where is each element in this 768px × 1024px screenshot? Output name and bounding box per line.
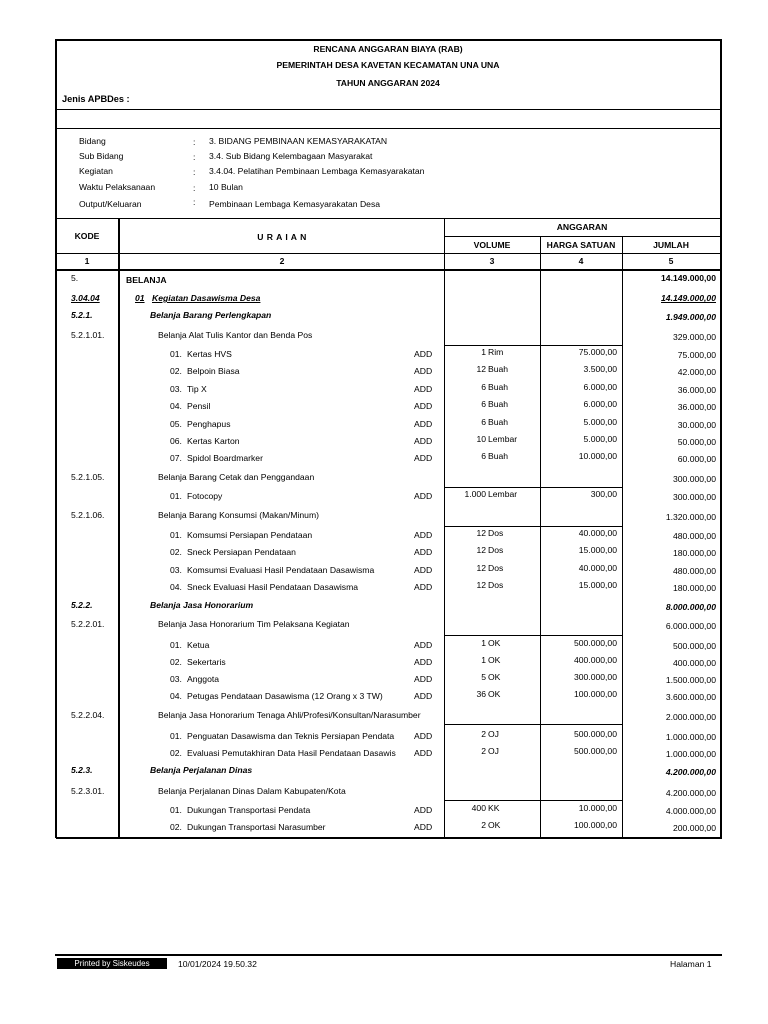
- row-unit: Buah: [488, 399, 509, 409]
- row-uraian: Dukungan Transportasi Narasumber: [187, 822, 326, 832]
- row-item-num: 02.: [170, 822, 182, 832]
- row-kode: 5.2.1.06.: [71, 510, 105, 520]
- row-unit: OJ: [488, 729, 499, 739]
- row-harga: 6.000,00: [583, 382, 617, 392]
- row-uraian: Penghapus: [187, 419, 231, 429]
- row-unit: Lembar: [488, 434, 518, 444]
- row-harga: 5.000,00: [583, 434, 617, 444]
- row-item-num: 01.: [170, 349, 182, 359]
- info-sep: :: [193, 167, 196, 177]
- info-label-output: Output/Keluaran: [79, 199, 142, 209]
- row-source: ADD: [414, 384, 433, 394]
- page-number: Halaman 1: [670, 959, 712, 969]
- row-uraian: Penguatan Dasawisma dan Teknis Persiapan Pendata: [187, 731, 395, 741]
- row-uraian: Belanja Alat Tulis Kantor dan Benda Pos: [158, 330, 313, 340]
- row-item-num: 01.: [170, 530, 182, 540]
- row-source: ADD: [414, 657, 433, 667]
- info-value-waktu: 10 Bulan: [209, 182, 243, 192]
- row-source: ADD: [414, 582, 433, 592]
- row-unit: Buah: [488, 417, 509, 427]
- row-source: ADD: [414, 349, 433, 359]
- row-uraian: Sneck Evaluasi Hasil Pendataan Dasawisma: [187, 582, 359, 592]
- row-unit: Dos: [488, 580, 504, 590]
- row-uraian: Petugas Pendataan Dasawisma (12 Orang x 3 TW): [187, 691, 383, 701]
- row-uraian: Komsumsi Evaluasi Hasil Pendataan Dasawisma: [187, 565, 375, 575]
- row-unit: Buah: [488, 382, 509, 392]
- info-sep: :: [193, 152, 196, 162]
- row-unit: Buah: [488, 451, 509, 461]
- col-header-harga: HARGA SATUAN: [546, 240, 616, 250]
- row-uraian: Belanja Barang Perlengkapan: [150, 310, 272, 320]
- row-source: ADD: [414, 674, 433, 684]
- row-qty: 12: [476, 528, 486, 538]
- row-item-num: 07.: [170, 453, 182, 463]
- row-item-num: 05.: [170, 419, 182, 429]
- row-qty: 2: [481, 820, 486, 830]
- row-jumlah: 480.000,00: [672, 566, 716, 576]
- row-item-num: 01.: [170, 805, 182, 815]
- row-harga: 40.000,00: [578, 563, 617, 573]
- row-harga: 500.000,00: [573, 638, 617, 648]
- row-jumlah: 180.000,00: [672, 583, 716, 593]
- col-num-4: 4: [578, 256, 584, 266]
- row-item-num: 06.: [170, 436, 182, 446]
- row-item-num: 04.: [170, 582, 182, 592]
- row-unit: Rim: [488, 347, 504, 357]
- row-unit: Buah: [488, 364, 509, 374]
- row-unit: OK: [488, 672, 501, 682]
- row-harga: 300,00: [590, 489, 617, 499]
- row-item-num: 04.: [170, 691, 182, 701]
- col-num-2: 2: [279, 256, 285, 266]
- row-source: ADD: [414, 805, 433, 815]
- row-jumlah: 300.000,00: [672, 474, 716, 484]
- row-jumlah: 14.149.000,00: [661, 293, 716, 303]
- info-value-sub-bidang: 3.4. Sub Bidang Kelembagaan Masyarakat: [209, 151, 373, 161]
- row-unit: Dos: [488, 545, 504, 555]
- row-unit: Lembar: [488, 489, 518, 499]
- info-label-waktu: Waktu Pelaksanaan: [79, 182, 156, 192]
- row-jumlah: 180.000,00: [672, 548, 716, 558]
- info-label-sub-bidang: Sub Bidang: [79, 151, 124, 161]
- row-uraian: Belanja Barang Konsumsi (Makan/Minum): [158, 510, 319, 520]
- row-jumlah: 300.000,00: [672, 492, 716, 502]
- row-uraian: Belanja Jasa Honorarium Tenaga Ahli/Profesi/Konsultan/Narasumber: [158, 710, 421, 720]
- row-item-num: 01.: [170, 731, 182, 741]
- row-source: ADD: [414, 453, 433, 463]
- row-source: ADD: [414, 565, 433, 575]
- row-qty: 6: [481, 451, 486, 461]
- row-item-num: 01.: [170, 640, 182, 650]
- row-harga: 500.000,00: [573, 729, 617, 739]
- row-harga: 400.000,00: [573, 655, 617, 665]
- row-unit: OK: [488, 689, 501, 699]
- row-source: ADD: [414, 822, 433, 832]
- title-tahun: TAHUN ANGGARAN 2024: [336, 78, 440, 88]
- row-qty: 6: [481, 417, 486, 427]
- col-num-3: 3: [489, 256, 495, 266]
- row-uraian: BELANJA: [126, 275, 167, 285]
- row-qty: 2: [481, 729, 486, 739]
- row-uraian: Fotocopy: [187, 491, 223, 501]
- row-source: ADD: [414, 530, 433, 540]
- row-uraian: Kertas Karton: [187, 436, 240, 446]
- row-uraian: Sekertaris: [187, 657, 226, 667]
- printed-by-text: Printed by Siskeudes: [74, 959, 150, 968]
- row-kode: 5.2.3.01.: [71, 786, 105, 796]
- row-kode: 5.2.3.: [71, 765, 93, 775]
- row-jumlah: 200.000,00: [672, 823, 716, 833]
- row-uraian: Kertas HVS: [187, 349, 232, 359]
- row-harga: 10.000,00: [578, 451, 617, 461]
- title-rab: RENCANA ANGGARAN BIAYA (RAB): [313, 44, 463, 54]
- row-uraian: Belanja Jasa Honorarium Tim Pelaksana Kegiatan: [158, 619, 350, 629]
- row-kode: 5.2.2.01.: [71, 619, 105, 629]
- row-jumlah: 3.600.000,00: [665, 692, 716, 702]
- row-jumlah: 1.000.000,00: [665, 732, 716, 742]
- col-header-jumlah: JUMLAH: [653, 240, 689, 250]
- row-kode: 5.: [71, 273, 79, 283]
- row-jumlah: 36.000,00: [677, 402, 716, 412]
- row-item-num: 03.: [170, 384, 182, 394]
- row-qty: 5: [481, 672, 486, 682]
- row-source: ADD: [414, 419, 433, 429]
- row-qty: 1: [481, 638, 486, 648]
- row-harga: 75.000,00: [578, 347, 617, 357]
- row-qty: 12: [476, 563, 486, 573]
- row-uraian: Sneck Persiapan Pendataan: [187, 547, 296, 557]
- row-qty: 12: [476, 580, 486, 590]
- row-jumlah: 4.200.000,00: [665, 767, 716, 777]
- row-jumlah: 75.000,00: [677, 350, 716, 360]
- row-source: ADD: [414, 366, 433, 376]
- row-source: ADD: [414, 547, 433, 557]
- row-jumlah: 42.000,00: [677, 367, 716, 377]
- row-item-num: 03.: [170, 674, 182, 684]
- row-harga: 300.000,00: [573, 672, 617, 682]
- info-label-kegiatan: Kegiatan: [79, 166, 113, 176]
- row-qty: 10: [476, 434, 486, 444]
- col-header-volume: VOLUME: [473, 240, 511, 250]
- info-value-output: Pembinaan Lembaga Kemasyarakatan Desa: [209, 199, 381, 209]
- row-uraian: Belanja Perjalanan Dinas Dalam Kabupaten/Kota: [158, 786, 346, 796]
- row-uraian: Belanja Barang Cetak dan Penggandaan: [158, 472, 315, 482]
- row-item-num: 02.: [170, 748, 182, 758]
- row-unit: OK: [488, 655, 501, 665]
- row-source: ADD: [414, 748, 433, 758]
- row-jumlah: 60.000,00: [677, 454, 716, 464]
- row-harga: 100.000,00: [573, 820, 617, 830]
- row-qty: 1.000: [464, 489, 486, 499]
- col-num-5: 5: [668, 256, 674, 266]
- row-item-num: 03.: [170, 565, 182, 575]
- row-uraian: Pensil: [187, 401, 211, 411]
- row-kode: 5.2.2.: [71, 600, 93, 610]
- row-harga: 15.000,00: [578, 580, 617, 590]
- row-jumlah: 1.500.000,00: [665, 675, 716, 685]
- row-kode: 3.04.04: [71, 293, 100, 303]
- row-harga: 6.000,00: [583, 399, 617, 409]
- row-harga: 10.000,00: [578, 803, 617, 813]
- row-unit: Dos: [488, 563, 504, 573]
- row-unit: Dos: [488, 528, 504, 538]
- row-qty: 400: [471, 803, 486, 813]
- row-kode: 5.2.2.04.: [71, 710, 105, 720]
- row-jumlah: 36.000,00: [677, 385, 716, 395]
- row-harga: 5.000,00: [583, 417, 617, 427]
- row-qty: 12: [476, 545, 486, 555]
- col-header-uraian: U R A I A N: [257, 232, 307, 242]
- row-kode: 5.2.1.01.: [71, 330, 105, 340]
- row-qty: 1: [481, 347, 486, 357]
- row-qty: 12: [476, 364, 486, 374]
- row-source: ADD: [414, 491, 433, 501]
- row-qty: 2: [481, 746, 486, 756]
- row-jumlah: 4.200.000,00: [665, 788, 716, 798]
- row-uraian: Evaluasi Pemutakhiran Data Hasil Pendataan Dasawis: [187, 748, 396, 758]
- row-harga: 500.000,00: [573, 746, 617, 756]
- row-unit: KK: [488, 803, 500, 813]
- row-qty: 36: [476, 689, 486, 699]
- row-jumlah: 8.000.000,00: [665, 602, 716, 612]
- row-uraian: Dukungan Transportasi Pendata: [187, 805, 311, 815]
- row-unit: OK: [488, 820, 501, 830]
- row-uraian: Belanja Jasa Honorarium: [150, 600, 254, 610]
- row-qty: 1: [481, 655, 486, 665]
- row-jumlah: 4.000.000,00: [665, 806, 716, 816]
- row-item-num: 02.: [170, 366, 182, 376]
- row-jumlah: 480.000,00: [672, 531, 716, 541]
- row-source: ADD: [414, 401, 433, 411]
- row-item-num: 02.: [170, 547, 182, 557]
- row-unit: OK: [488, 638, 501, 648]
- info-sep: :: [193, 197, 196, 207]
- row-uraian: Belpoin Biasa: [187, 366, 240, 376]
- printed-by-badge: [57, 958, 167, 969]
- row-uraian: Ketua: [187, 640, 210, 650]
- row-item-num: 04.: [170, 401, 182, 411]
- row-jumlah: 30.000,00: [677, 420, 716, 430]
- info-label-bidang: Bidang: [79, 136, 106, 146]
- info-value-kegiatan: 3.4.04. Pelatihan Pembinaan Lembaga Kemasyarakatan: [209, 166, 425, 176]
- info-sep: :: [193, 183, 196, 193]
- col-header-kode: KODE: [74, 231, 100, 241]
- row-kegiatan-num: 01: [135, 293, 145, 303]
- col-header-anggaran: ANGGARAN: [556, 222, 608, 232]
- row-kode: 5.2.1.: [71, 310, 93, 320]
- row-uraian: Tip X: [187, 384, 207, 394]
- row-uraian: Spidol Boardmarker: [187, 453, 263, 463]
- title-pemerintah: PEMERINTAH DESA KAVETAN KECAMATAN UNA UNA: [276, 60, 500, 70]
- row-harga: 15.000,00: [578, 545, 617, 555]
- row-uraian: Komsumsi Persiapan Pendataan: [187, 530, 313, 540]
- row-harga: 3.500,00: [583, 364, 617, 374]
- row-source: ADD: [414, 691, 433, 701]
- row-harga: 40.000,00: [578, 528, 617, 538]
- row-jumlah: 14.149.000,00: [661, 273, 716, 283]
- row-source: ADD: [414, 731, 433, 741]
- print-timestamp: 10/01/2024 19.50.32: [178, 959, 257, 969]
- row-harga: 100.000,00: [573, 689, 617, 699]
- info-value-bidang: 3. BIDANG PEMBINAAN KEMASYARAKATAN: [209, 136, 388, 146]
- row-item-num: 02.: [170, 657, 182, 667]
- row-jumlah: 500.000,00: [672, 641, 716, 651]
- row-jumlah: 50.000,00: [677, 437, 716, 447]
- row-jumlah: 1.000.000,00: [665, 749, 716, 759]
- row-qty: 6: [481, 399, 486, 409]
- row-uraian: Anggota: [187, 674, 220, 684]
- row-source: ADD: [414, 436, 433, 446]
- jenis-apbdes-label: Jenis APBDes :: [62, 94, 130, 104]
- row-qty: 6: [481, 382, 486, 392]
- row-jumlah: 400.000,00: [672, 658, 716, 668]
- col-num-1: 1: [84, 256, 90, 266]
- row-jumlah: 329.000,00: [672, 332, 716, 342]
- row-item-num: 01.: [170, 491, 182, 501]
- row-uraian: Kegiatan Dasawisma Desa: [152, 293, 261, 303]
- row-source: ADD: [414, 640, 433, 650]
- row-jumlah: 1.320.000,00: [665, 512, 716, 522]
- info-sep: :: [193, 137, 196, 147]
- row-unit: OJ: [488, 746, 499, 756]
- row-uraian: Belanja Perjalanan Dinas: [150, 765, 253, 775]
- row-jumlah: 2.000.000,00: [665, 712, 716, 722]
- row-kode: 5.2.1.05.: [71, 472, 105, 482]
- row-jumlah: 1.949.000,00: [665, 312, 716, 322]
- row-jumlah: 6.000.000,00: [665, 621, 716, 631]
